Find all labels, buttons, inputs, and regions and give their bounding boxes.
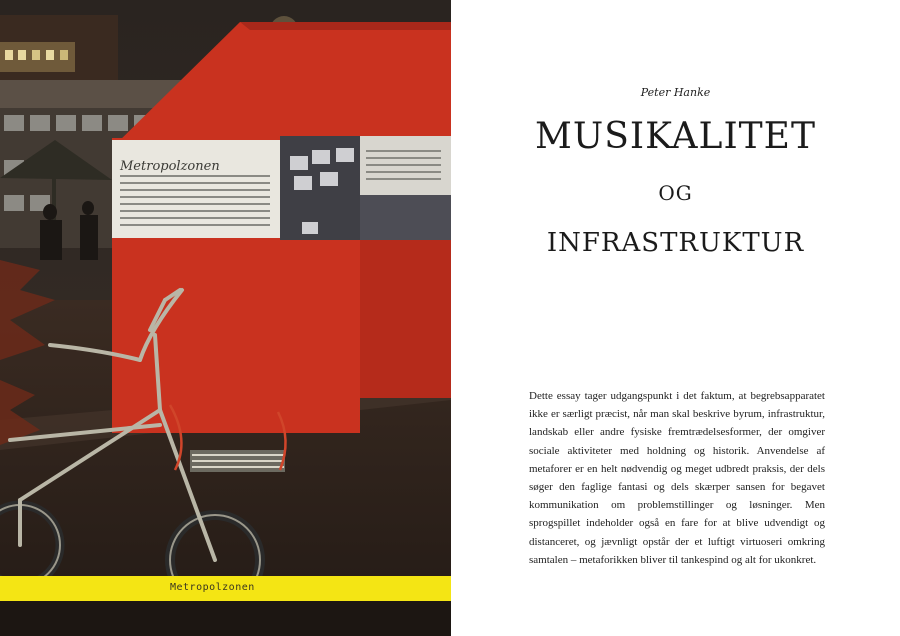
text-page: [451, 0, 900, 636]
title-line-1: MUSIKALITET: [535, 116, 816, 157]
caption-text: Metropolzonen: [170, 582, 255, 593]
caption-bar: [0, 576, 451, 601]
title-line-3: INFRASTRUKTUR: [546, 228, 805, 258]
author-name: Peter Hanke: [640, 86, 711, 99]
essay-intro-paragraph: Dette essay tager udgangspunkt i det faktum, at begrebsapparatet ikke er særligt præcist, når man skal beskrive byrum, infrastruktur, landskab eller andre fysiske fremtrædelsesformer, der omgiver sociale aktiviteter med holdning og historik. Anvendelse af metaforer er en helt nødvendig og meget udbredt praksis, der dels søger den faglige fantasi og dels skærper sansen for begavet kommunikation om problemstillinger og løsninger. Men sprogspillet indeholder også en fare for at blive udvendigt og distanceret, og jævnligt opstår der et luftigt virtuoseri omkring samtalen – metaforikken bliver til tankespind og alt for ukonkret.: [529, 390, 825, 566]
sign-title: Metropolzonen: [120, 159, 220, 174]
title-line-2: OG: [658, 181, 693, 205]
